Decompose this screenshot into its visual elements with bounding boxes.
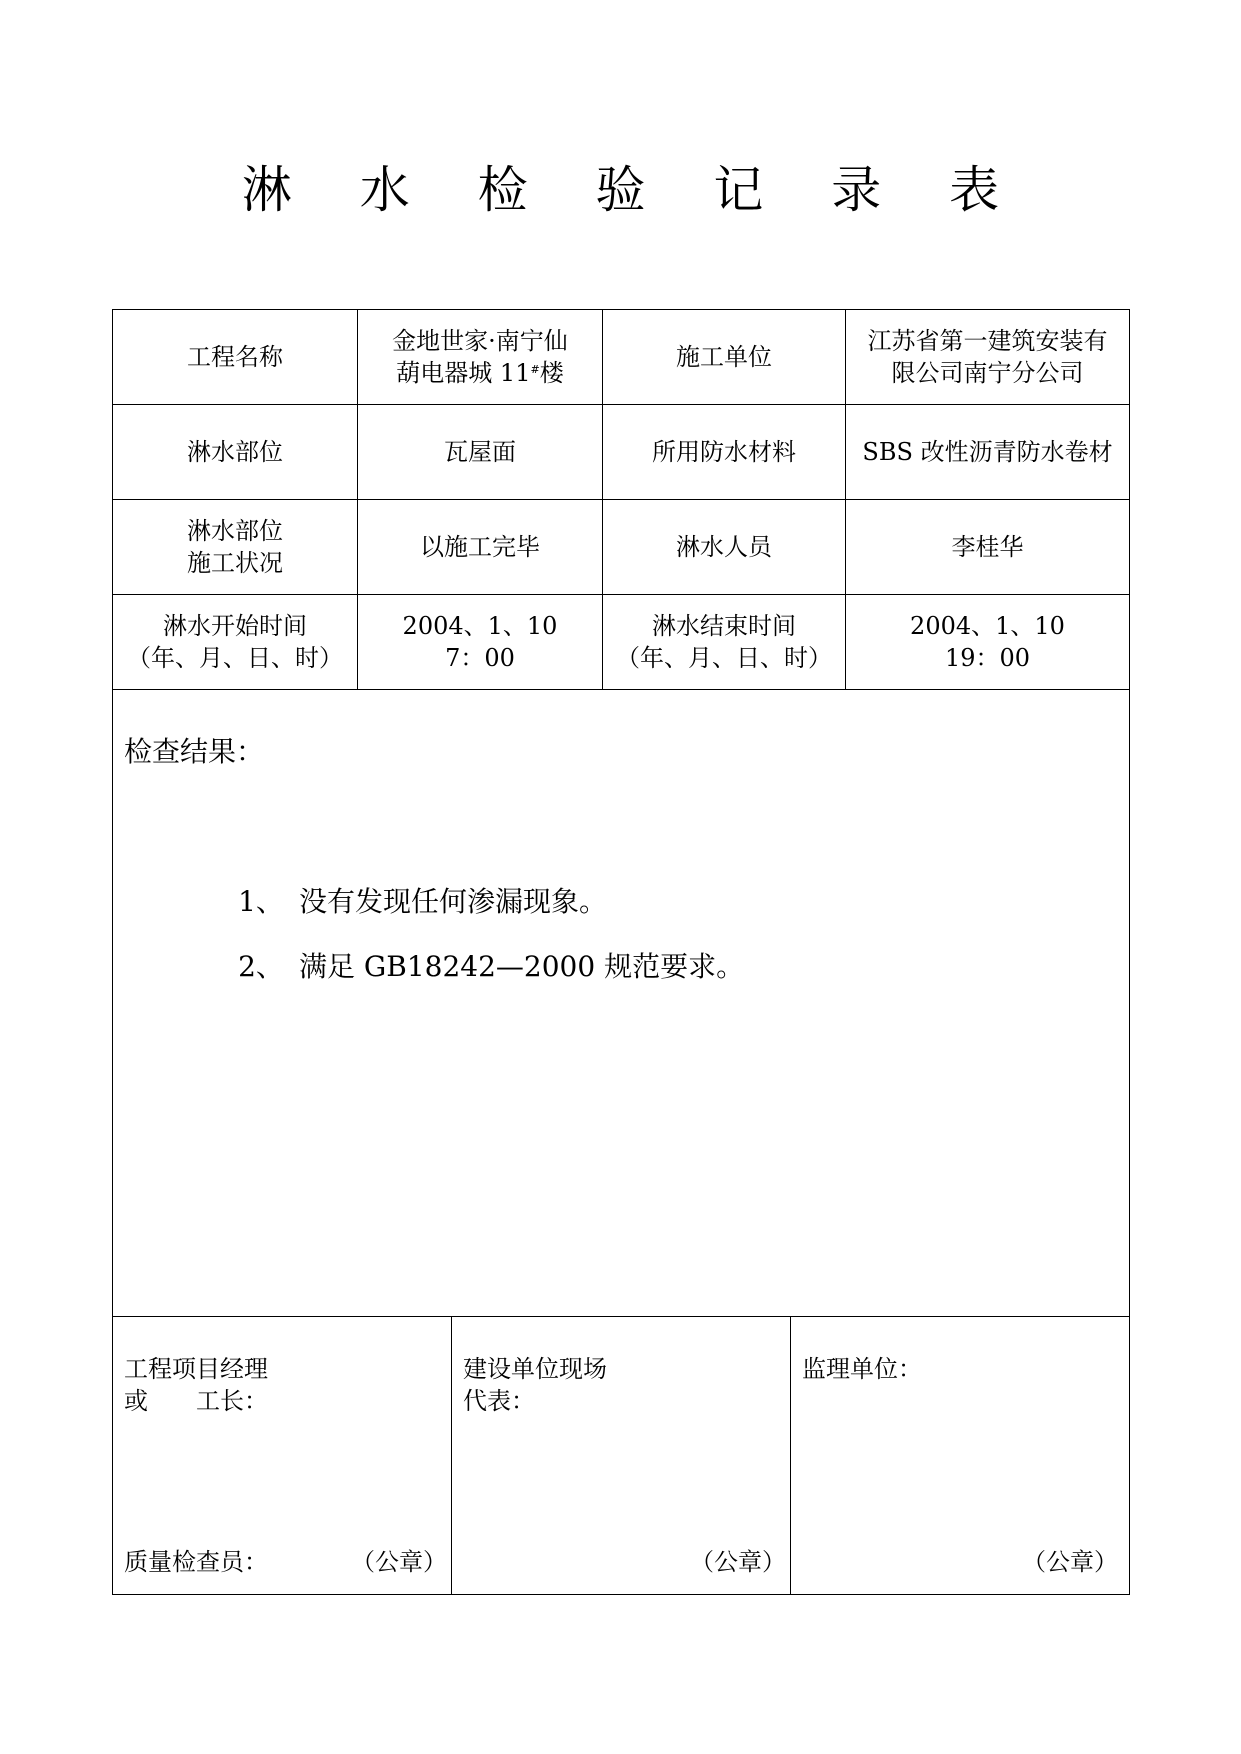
result-item-number: 1、 [238,885,284,918]
result-label: 检查结果： [124,735,265,768]
contractor-value [846,310,1130,405]
project-name-line2-prefix: 葫电器城 11 [396,359,531,387]
end-time: 19：00 [944,644,1031,672]
inspection-form-table [112,309,1130,1595]
start-time: 7：00 [445,644,515,672]
status-label-line2: 施工状况 [187,549,283,577]
row-signatures [113,1317,1130,1595]
result-item-text: 没有发现任何渗漏现象。 [299,885,608,918]
quality-inspector-label: 质量检查员： [124,1548,268,1576]
manager-line2 [124,1385,268,1417]
row-time [113,595,1130,690]
owner-signature-block [452,1317,791,1594]
manager-line2-foreman: 工长： [196,1387,268,1415]
inspection-result-cell [113,690,1130,1317]
result-item-number: 2、 [238,950,284,983]
project-name-line1: 金地世家·南宁仙 [392,327,568,355]
manager-signature-block [113,1317,452,1594]
start-time-value [358,595,603,690]
personnel-value: 李桂华 [846,500,1130,595]
row-area [113,405,1130,500]
row-project [113,310,1130,405]
status-value: 以施工完毕 [358,500,603,595]
project-name-label: 工程名称 [113,310,358,405]
end-label-line1: 淋水结束时间 [652,612,796,640]
official-seal-label: （公章） [351,1548,447,1576]
row-result [113,690,1130,1317]
project-name-value [358,310,603,405]
status-label-line1: 淋水部位 [187,517,283,545]
official-seal-label: （公章） [1022,1548,1118,1576]
start-label-line1: 淋水开始时间 [163,612,307,640]
owner-line1: 建设单位现场 [463,1355,607,1383]
owner-line2: 代表： [463,1387,535,1415]
end-date: 2004、1、10 [910,612,1065,640]
signature-columns [113,1317,1129,1594]
row-status [113,500,1130,595]
form-title: 淋 水 检 验 记 录 表 [241,161,1026,219]
end-time-label [603,595,846,690]
manager-line1: 工程项目经理 [124,1355,268,1383]
contractor-line2: 限公司南宁分公司 [891,359,1084,387]
end-label-line2: （年、月、日、时） [616,644,832,672]
personnel-label: 淋水人员 [603,500,846,595]
end-time-value [846,595,1130,690]
owner-heading [463,1353,607,1417]
project-name-line2-suffix: 楼 [539,359,564,387]
result-item [223,949,744,985]
supervisor-heading: 监理单位： [802,1355,922,1383]
material-value: SBS 改性沥青防水卷材 [846,405,1130,500]
building-number-mark: # [530,363,540,376]
material-label: 所用防水材料 [603,405,846,500]
status-label [113,500,358,595]
area-value: 瓦屋面 [358,405,603,500]
start-date: 2004、1、10 [402,612,558,640]
result-item [223,884,607,920]
manager-line2-or: 或 [124,1387,148,1415]
area-label: 淋水部位 [113,405,358,500]
official-seal-label: （公章） [690,1548,786,1576]
contractor-line1: 江苏省第一建筑安装有 [867,327,1108,355]
contractor-label: 施工单位 [603,310,846,405]
manager-heading [124,1353,268,1417]
supervisor-signature-block [791,1317,1128,1594]
project-name-line2 [358,357,602,389]
start-time-label [113,595,358,690]
start-label-line2: （年、月、日、时） [127,644,343,672]
signature-cell [113,1317,1130,1595]
result-item-text: 满足 GB18242—2000 规范要求。 [299,950,745,983]
